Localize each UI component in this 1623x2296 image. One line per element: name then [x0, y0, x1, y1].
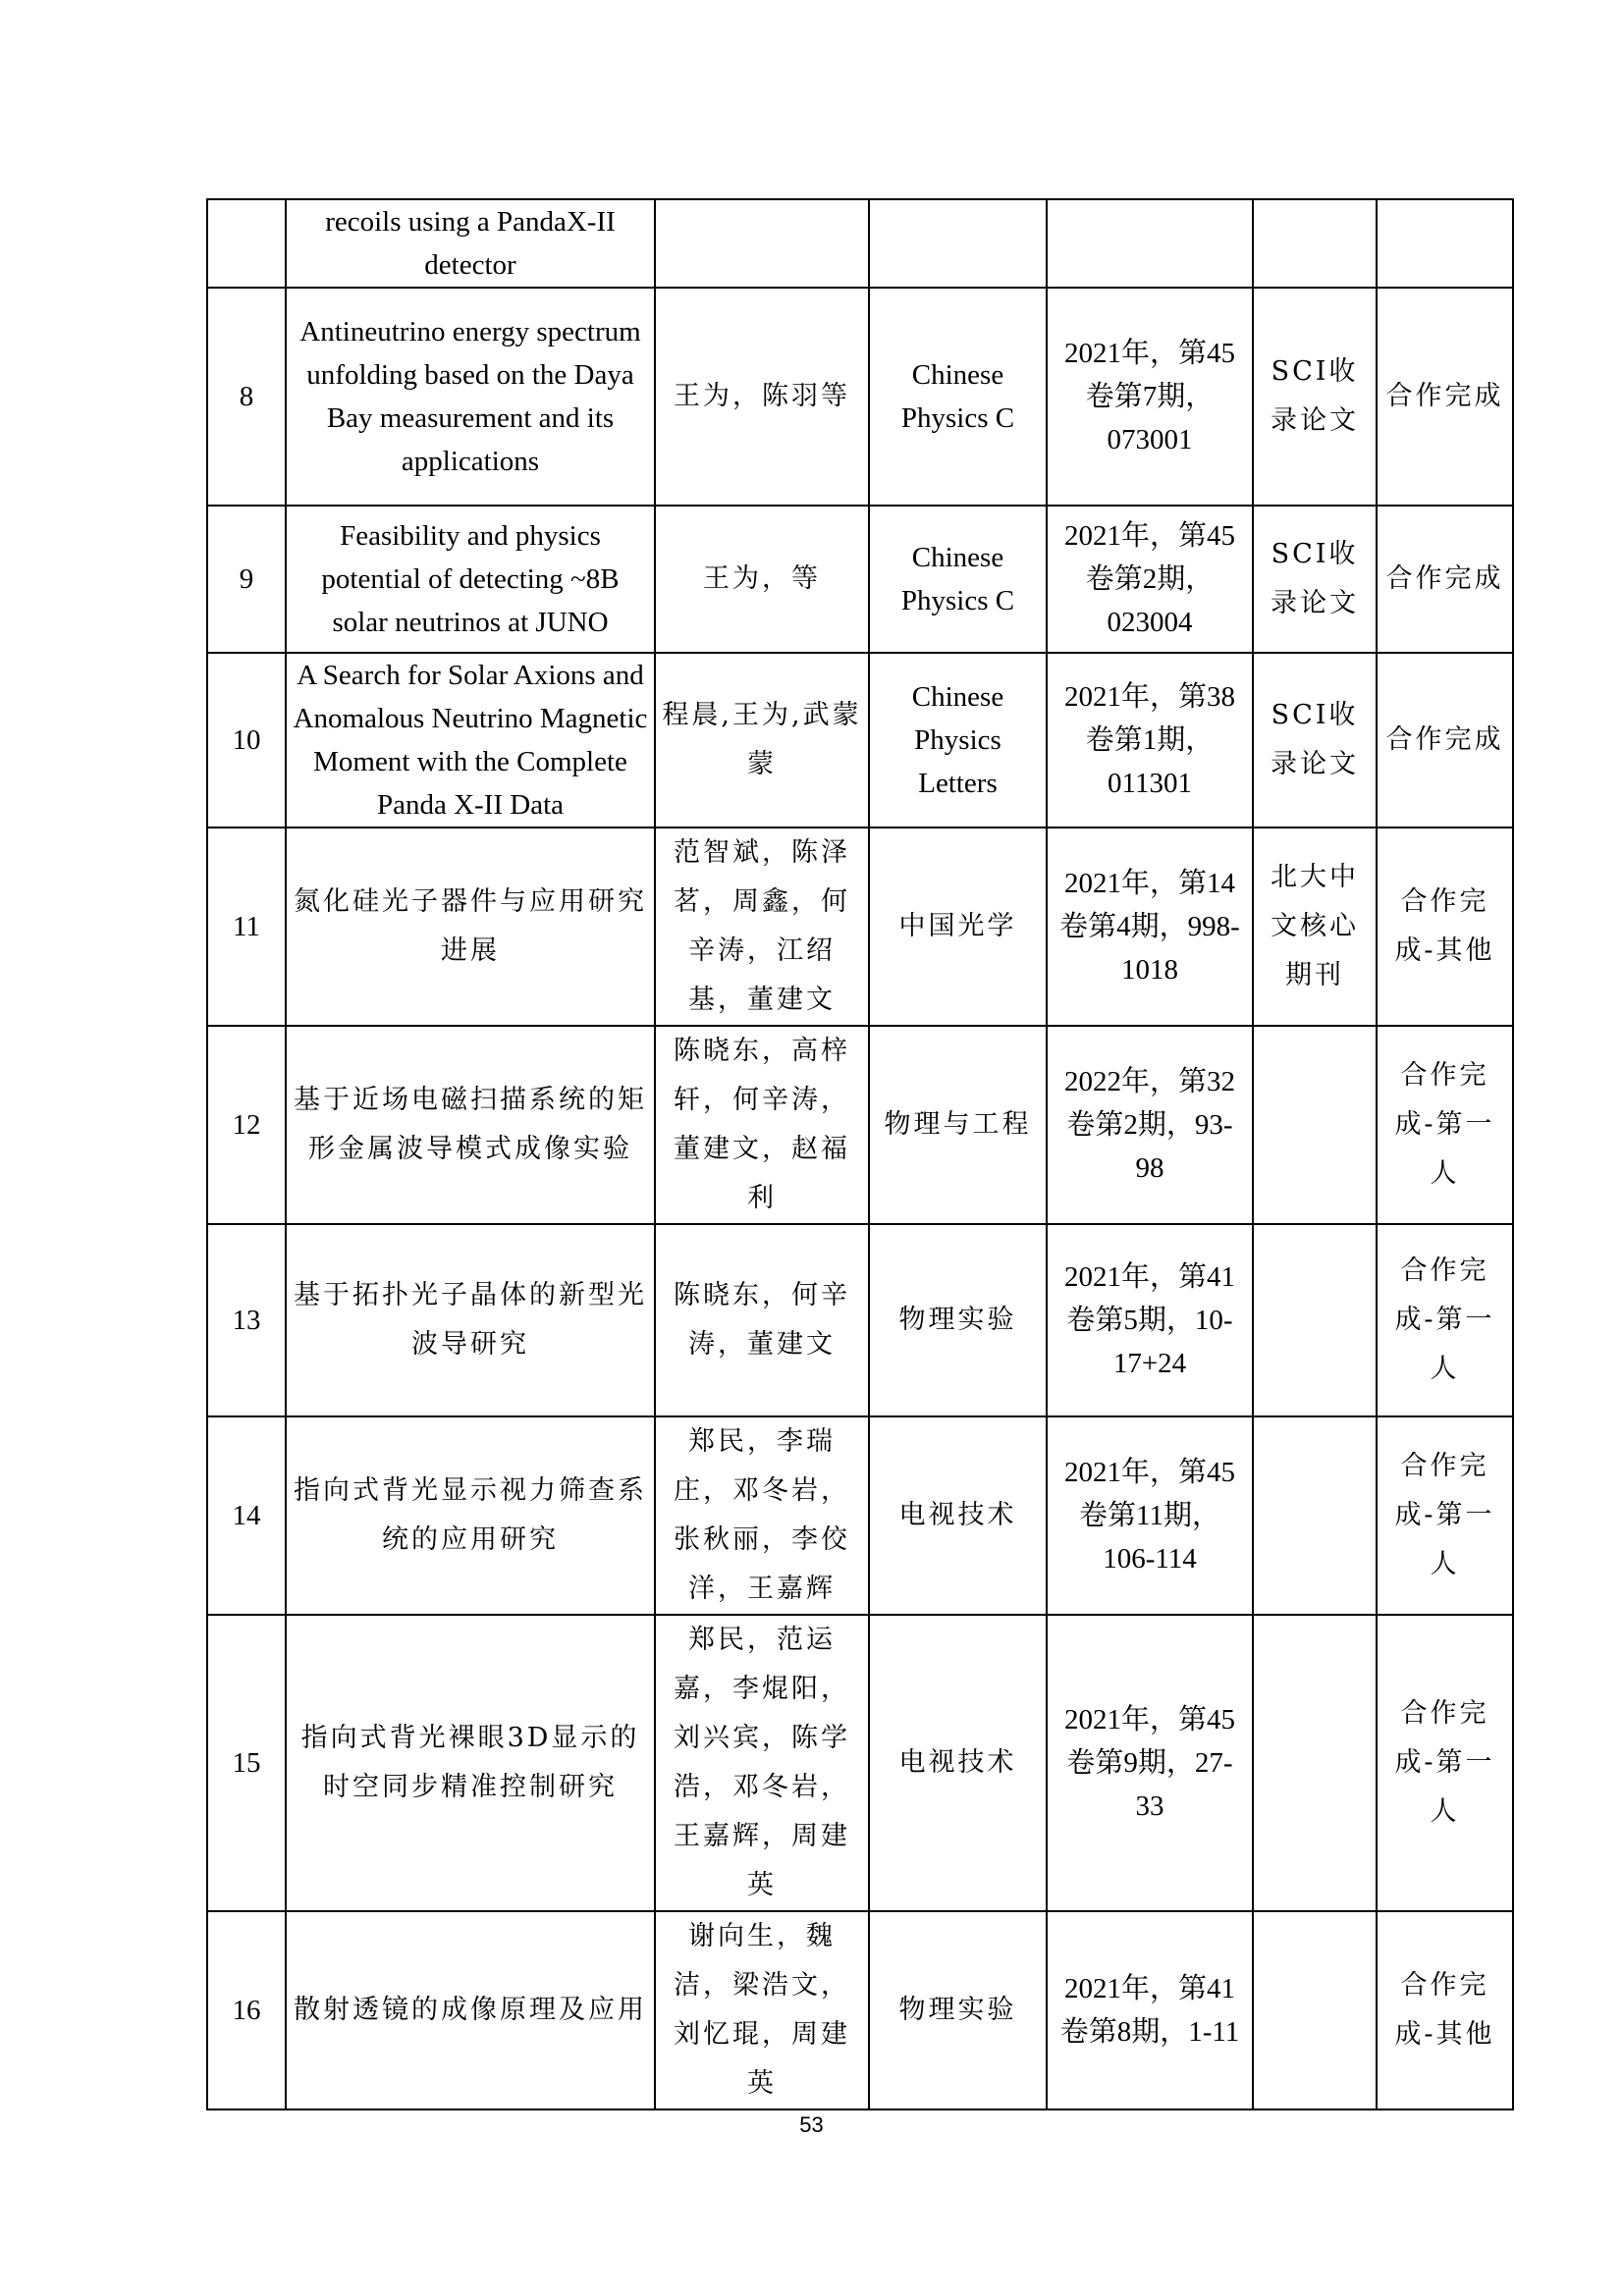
cell-indexed: SCI收录论文 [1253, 653, 1377, 828]
cell-number: 14 [207, 1416, 286, 1615]
cell-completion: 合作完成-其他 [1377, 1911, 1513, 2109]
cell-journal: 中国光学 [869, 828, 1047, 1026]
cell-authors: 郑民，李瑞庄，邓冬岩，张秋丽，李佼洋，王嘉辉 [655, 1416, 869, 1615]
cell-completion: 合作完成-第一人 [1377, 1026, 1513, 1224]
cell-number: 16 [207, 1911, 286, 2109]
table-row [207, 653, 1513, 828]
cell-number: 11 [207, 828, 286, 1026]
cell-completion [1377, 199, 1513, 288]
cell-indexed: SCI收录论文 [1253, 288, 1377, 506]
cell-number: 12 [207, 1026, 286, 1224]
table-body [207, 199, 1513, 2109]
cell-journal: Chinese Physics C [869, 506, 1047, 653]
table-row [207, 1615, 1513, 1911]
cell-title: Antineutrino energy spectrum unfolding based on the Daya Bay measurement and its applications [286, 288, 655, 506]
cell-indexed [1253, 199, 1377, 288]
cell-completion: 合作完成 [1377, 288, 1513, 506]
cell-title: 氮化硅光子器件与应用研究进展 [286, 828, 655, 1026]
cell-completion: 合作完成 [1377, 506, 1513, 653]
cell-indexed [1253, 1911, 1377, 2109]
cell-number: 13 [207, 1224, 286, 1416]
cell-journal: Chinese Physics Letters [869, 653, 1047, 828]
cell-issue: 2021年，第14卷第4期，998-1018 [1047, 828, 1253, 1026]
publications-table [206, 198, 1514, 2110]
page-number: 53 [799, 2112, 824, 2137]
table-row [207, 506, 1513, 653]
cell-issue: 2021年，第45卷第11期，106-114 [1047, 1416, 1253, 1615]
cell-title: Feasibility and physics potential of detecting ~8B solar neutrinos at JUNO [286, 506, 655, 653]
cell-journal: 电视技术 [869, 1615, 1047, 1911]
cell-journal: 物理与工程 [869, 1026, 1047, 1224]
cell-journal: Chinese Physics C [869, 288, 1047, 506]
cell-authors: 王为，陈羽等 [655, 288, 869, 506]
cell-indexed [1253, 1224, 1377, 1416]
cell-authors: 王为，等 [655, 506, 869, 653]
cell-title: 指向式背光裸眼3D显示的时空同步精准控制研究 [286, 1615, 655, 1911]
cell-number: 9 [207, 506, 286, 653]
cell-completion: 合作完成-其他 [1377, 828, 1513, 1026]
table-row [207, 828, 1513, 1026]
cell-title: 基于近场电磁扫描系统的矩形金属波导模式成像实验 [286, 1026, 655, 1224]
table-row [207, 1224, 1513, 1416]
table-row [207, 288, 1513, 506]
table-row [207, 199, 1513, 288]
cell-journal: 电视技术 [869, 1416, 1047, 1615]
table-row [207, 1026, 1513, 1224]
cell-indexed [1253, 1615, 1377, 1911]
cell-indexed [1253, 1026, 1377, 1224]
cell-journal: 物理实验 [869, 1224, 1047, 1416]
cell-issue: 2021年，第38卷第1期，011301 [1047, 653, 1253, 828]
cell-number [207, 199, 286, 288]
cell-authors: 陈晓东，高梓轩，何辛涛，董建文，赵福利 [655, 1026, 869, 1224]
cell-authors [655, 199, 869, 288]
cell-authors: 郑民，范运嘉，李焜阳，刘兴宾，陈学浩，邓冬岩，王嘉辉，周建英 [655, 1615, 869, 1911]
cell-authors: 陈晓东，何辛涛，董建文 [655, 1224, 869, 1416]
cell-completion: 合作完成-第一人 [1377, 1416, 1513, 1615]
cell-number: 15 [207, 1615, 286, 1911]
cell-journal: 物理实验 [869, 1911, 1047, 2109]
cell-issue: 2021年，第45卷第9期，27-33 [1047, 1615, 1253, 1911]
cell-title: 散射透镜的成像原理及应用 [286, 1911, 655, 2109]
cell-number: 8 [207, 288, 286, 506]
cell-title: recoils using a PandaX-II detector [286, 199, 655, 288]
cell-issue: 2021年，第41卷第8期，1-11 [1047, 1911, 1253, 2109]
cell-title: A Search for Solar Axions and Anomalous Neutrino Magnetic Moment with the Complete Panda X-II Data [286, 653, 655, 828]
cell-indexed: SCI收录论文 [1253, 506, 1377, 653]
cell-authors: 程晨,王为,武蒙蒙 [655, 653, 869, 828]
cell-number: 10 [207, 653, 286, 828]
cell-title: 基于拓扑光子晶体的新型光波导研究 [286, 1224, 655, 1416]
cell-completion: 合作完成-第一人 [1377, 1224, 1513, 1416]
cell-completion: 合作完成 [1377, 653, 1513, 828]
cell-issue [1047, 199, 1253, 288]
cell-authors: 范智斌，陈泽茗，周鑫，何辛涛，江绍基，董建文 [655, 828, 869, 1026]
cell-title: 指向式背光显示视力筛查系统的应用研究 [286, 1416, 655, 1615]
cell-issue: 2021年，第41卷第5期，10-17+24 [1047, 1224, 1253, 1416]
table-row [207, 1416, 1513, 1615]
cell-completion: 合作完成-第一人 [1377, 1615, 1513, 1911]
cell-indexed: 北大中文核心期刊 [1253, 828, 1377, 1026]
cell-issue: 2022年，第32卷第2期，93-98 [1047, 1026, 1253, 1224]
cell-indexed [1253, 1416, 1377, 1615]
cell-issue: 2021年，第45卷第7期，073001 [1047, 288, 1253, 506]
table-row [207, 1911, 1513, 2109]
cell-authors: 谢向生，魏洁，梁浩文，刘忆琨，周建英 [655, 1911, 869, 2109]
cell-issue: 2021年，第45卷第2期，023004 [1047, 506, 1253, 653]
cell-journal [869, 199, 1047, 288]
